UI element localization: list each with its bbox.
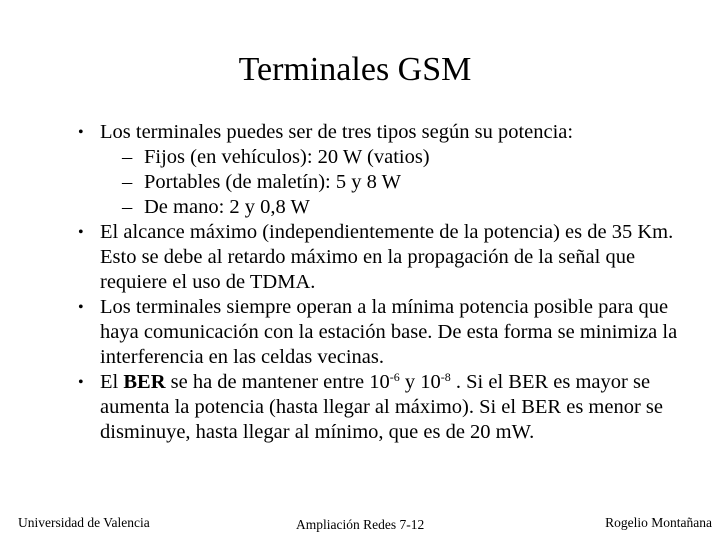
bullet-icon: •: [78, 299, 84, 316]
dash-icon: –: [122, 146, 133, 168]
sub-bullet-text: Portables (de maletín): 5 y 8 W: [144, 171, 401, 193]
ber-term: BER: [123, 371, 166, 393]
text-segment: se ha de mantener entre 10: [165, 371, 390, 393]
bullet-icon: •: [78, 374, 84, 391]
sub-bullet-text: Fijos (en vehículos): 20 W (vatios): [144, 146, 430, 168]
bullet-text: Los terminales puedes ser de tres tipos según su potencia:: [100, 121, 574, 143]
footer-left: Universidad de Valencia: [18, 515, 150, 530]
text-segment: y 10: [399, 371, 441, 393]
bullet-item: [74, 220, 684, 295]
exponent: -6: [389, 370, 400, 384]
sub-bullet-item: [74, 145, 684, 170]
sub-bullet-item: [74, 195, 684, 220]
dash-icon: –: [122, 171, 133, 193]
text-segment: . Si el BER es mayor se aumenta la potencia (hasta llegar al máximo). Si el BER es menor se disminuye, hasta llegar al mínimo, que es de 20 mW.: [100, 371, 663, 443]
exponent: -8: [440, 370, 451, 384]
bullet-item: [74, 295, 684, 370]
footer-center: Ampliación Redes 7-12: [296, 517, 425, 532]
dash-icon: –: [122, 196, 133, 218]
bullet-text: El alcance máximo (independientemente de la potencia) es de 35 Km. Esto se debe al retardo máximo en la propagación de la señal que requiere el uso de TDMA.: [100, 221, 674, 293]
bullet-icon: •: [78, 224, 84, 241]
bullet-icon: •: [78, 124, 84, 141]
bullet-text-ber: [100, 371, 663, 443]
slide-content: [74, 120, 684, 445]
footer-right: Rogelio Montañana: [605, 515, 712, 530]
slide-title: Terminales GSM: [238, 51, 472, 88]
bullet-item: [74, 120, 684, 145]
text-segment: El: [100, 371, 124, 393]
sub-bullet-text: De mano: 2 y 0,8 W: [144, 196, 310, 218]
bullet-item: [74, 370, 684, 445]
sub-bullet-item: [74, 170, 684, 195]
bullet-text: Los terminales siempre operan a la mínima potencia posible para que haya comunicación con la estación base. De esta forma se minimiza la interferencia en las celdas vecinas.: [100, 296, 678, 368]
